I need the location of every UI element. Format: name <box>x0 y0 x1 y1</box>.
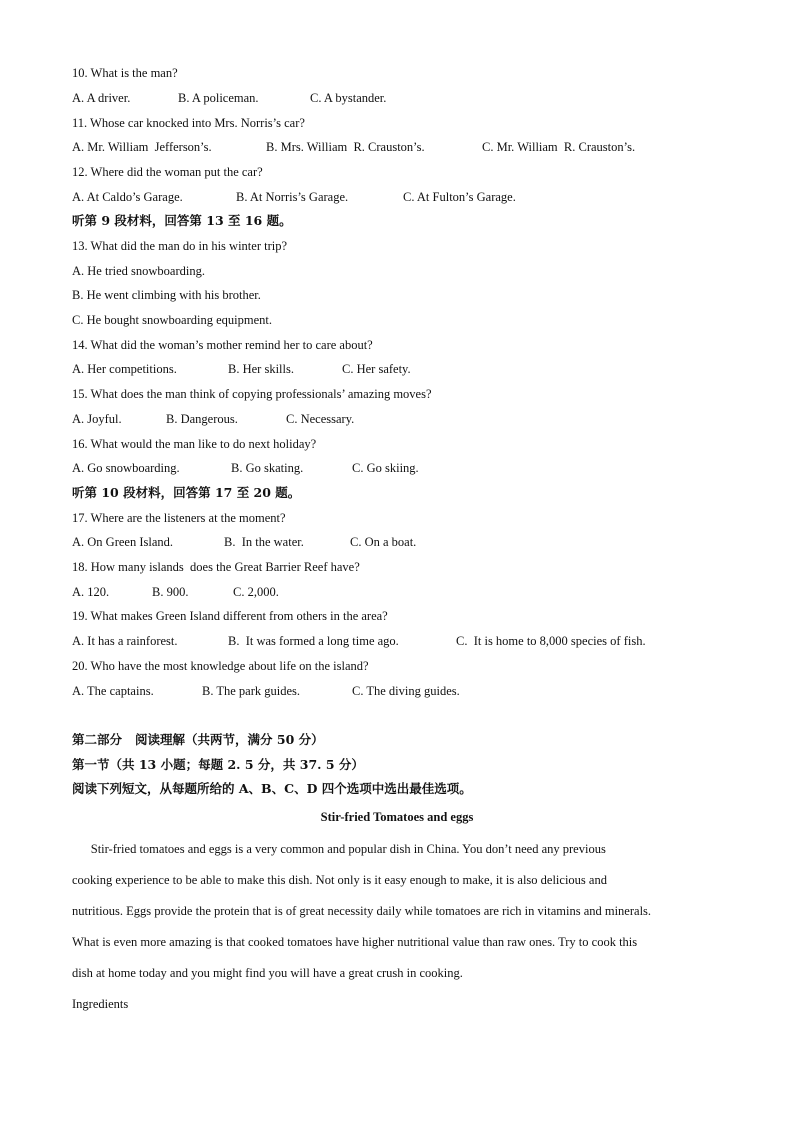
option-19b: B. It was formed a long time ago. <box>228 634 399 648</box>
option-13c: C. He bought snowboarding equipment. <box>72 313 272 327</box>
passage-line-4: What is even more amazing is that cooked tomatoes have higher nutritional value than raw ones. Try to cook this <box>72 935 638 949</box>
option-10a: A. A driver. <box>72 91 131 105</box>
option-16c: C. Go skiing. <box>352 461 419 475</box>
passage-line-3: nutritious. Eggs provide the protein that is of great necessity daily while tomatoes are rich in vitamins and minerals. <box>72 904 652 918</box>
question-17: 17. Where are the listeners at the moment? <box>72 511 286 525</box>
passage-line-5: dish at home today and you might find you will have a great crush in cooking. <box>72 966 463 980</box>
option-15c: C. Necessary. <box>286 412 355 426</box>
part-2-instructions: 阅读下列短文，从每题所给的 A、B、C、D 四个选项中选出最佳选项。 <box>72 781 472 796</box>
option-20b: B. The park guides. <box>202 684 301 698</box>
option-14b: B. Her skills. <box>228 362 294 376</box>
option-17c: C. On a boat. <box>350 535 417 549</box>
question-10: 10. What is the man? <box>72 66 178 80</box>
option-19c: C. It is home to 8,000 species of fish. <box>456 634 646 648</box>
question-13: 13. What did the man do in his winter trip? <box>72 239 288 253</box>
section-10-heading: 听第 10 段材料，回答第 17 至 20 题。 <box>72 485 301 500</box>
option-14c: C. Her safety. <box>342 362 411 376</box>
option-13a: A. He tried snowboarding. <box>72 264 205 278</box>
option-20a: A. The captains. <box>72 684 154 698</box>
question-20: 20. Who have the most knowledge about life on the island? <box>72 659 369 673</box>
option-15b: B. Dangerous. <box>166 412 238 426</box>
option-11b: B. Mrs. William R. Crauston’s. <box>266 140 425 154</box>
question-19: 19. What makes Green Island different from others in the area? <box>72 609 388 623</box>
ingredients-heading: Ingredients <box>72 997 129 1011</box>
section-9-heading: 听第 9 段材料，回答第 13 至 16 题。 <box>72 213 292 228</box>
question-14: 14. What did the woman’s mother remind her to care about? <box>72 338 373 352</box>
option-18b: B. 900. <box>152 585 189 599</box>
option-18a: A. 120. <box>72 585 110 599</box>
question-18: 18. How many islands does the Great Barrier Reef have? <box>72 560 360 574</box>
option-18c: C. 2,000. <box>233 585 279 599</box>
part-2-subheading: 第一节（共 13 小题；每题 2. 5 分，共 37. 5 分） <box>72 757 364 772</box>
passage-line-1: Stir-fried tomatoes and eggs is a very common and popular dish in China. You don’t need any previous <box>72 842 606 856</box>
option-16b: B. Go skating. <box>231 461 304 475</box>
option-10c: C. A bystander. <box>310 91 387 105</box>
option-20c: C. The diving guides. <box>352 684 460 698</box>
option-10b: B. A policeman. <box>178 91 259 105</box>
option-13b: B. He went climbing with his brother. <box>72 288 261 302</box>
option-11a: A. Mr. William Jefferson’s. <box>72 140 212 154</box>
option-15a: A. Joyful. <box>72 412 122 426</box>
question-11: 11. Whose car knocked into Mrs. Norris’s car? <box>72 116 305 130</box>
option-16a: A. Go snowboarding. <box>72 461 180 475</box>
question-16: 16. What would the man like to do next holiday? <box>72 437 317 451</box>
passage-title: Stir-fried Tomatoes and eggs <box>320 810 474 824</box>
option-19a: A. It has a rainforest. <box>72 634 178 648</box>
option-12b: B. At Norris’s Garage. <box>236 190 349 204</box>
passage-line-2: cooking experience to be able to make this dish. Not only is it easy enough to make, it is also delicious and <box>72 873 607 887</box>
part-2-heading: 第二部分 阅读理解（共两节，满分 50 分） <box>72 732 324 747</box>
option-17b: B. In the water. <box>224 535 304 549</box>
option-12a: A. At Caldo’s Garage. <box>72 190 183 204</box>
question-12: 12. Where did the woman put the car? <box>72 165 263 179</box>
option-12c: C. At Fulton’s Garage. <box>403 190 516 204</box>
option-11c: C. Mr. William R. Crauston’s. <box>482 140 636 154</box>
option-14a: A. Her competitions. <box>72 362 177 376</box>
option-17a: A. On Green Island. <box>72 535 174 549</box>
question-15: 15. What does the man think of copying professionals’ amazing moves? <box>72 387 432 401</box>
